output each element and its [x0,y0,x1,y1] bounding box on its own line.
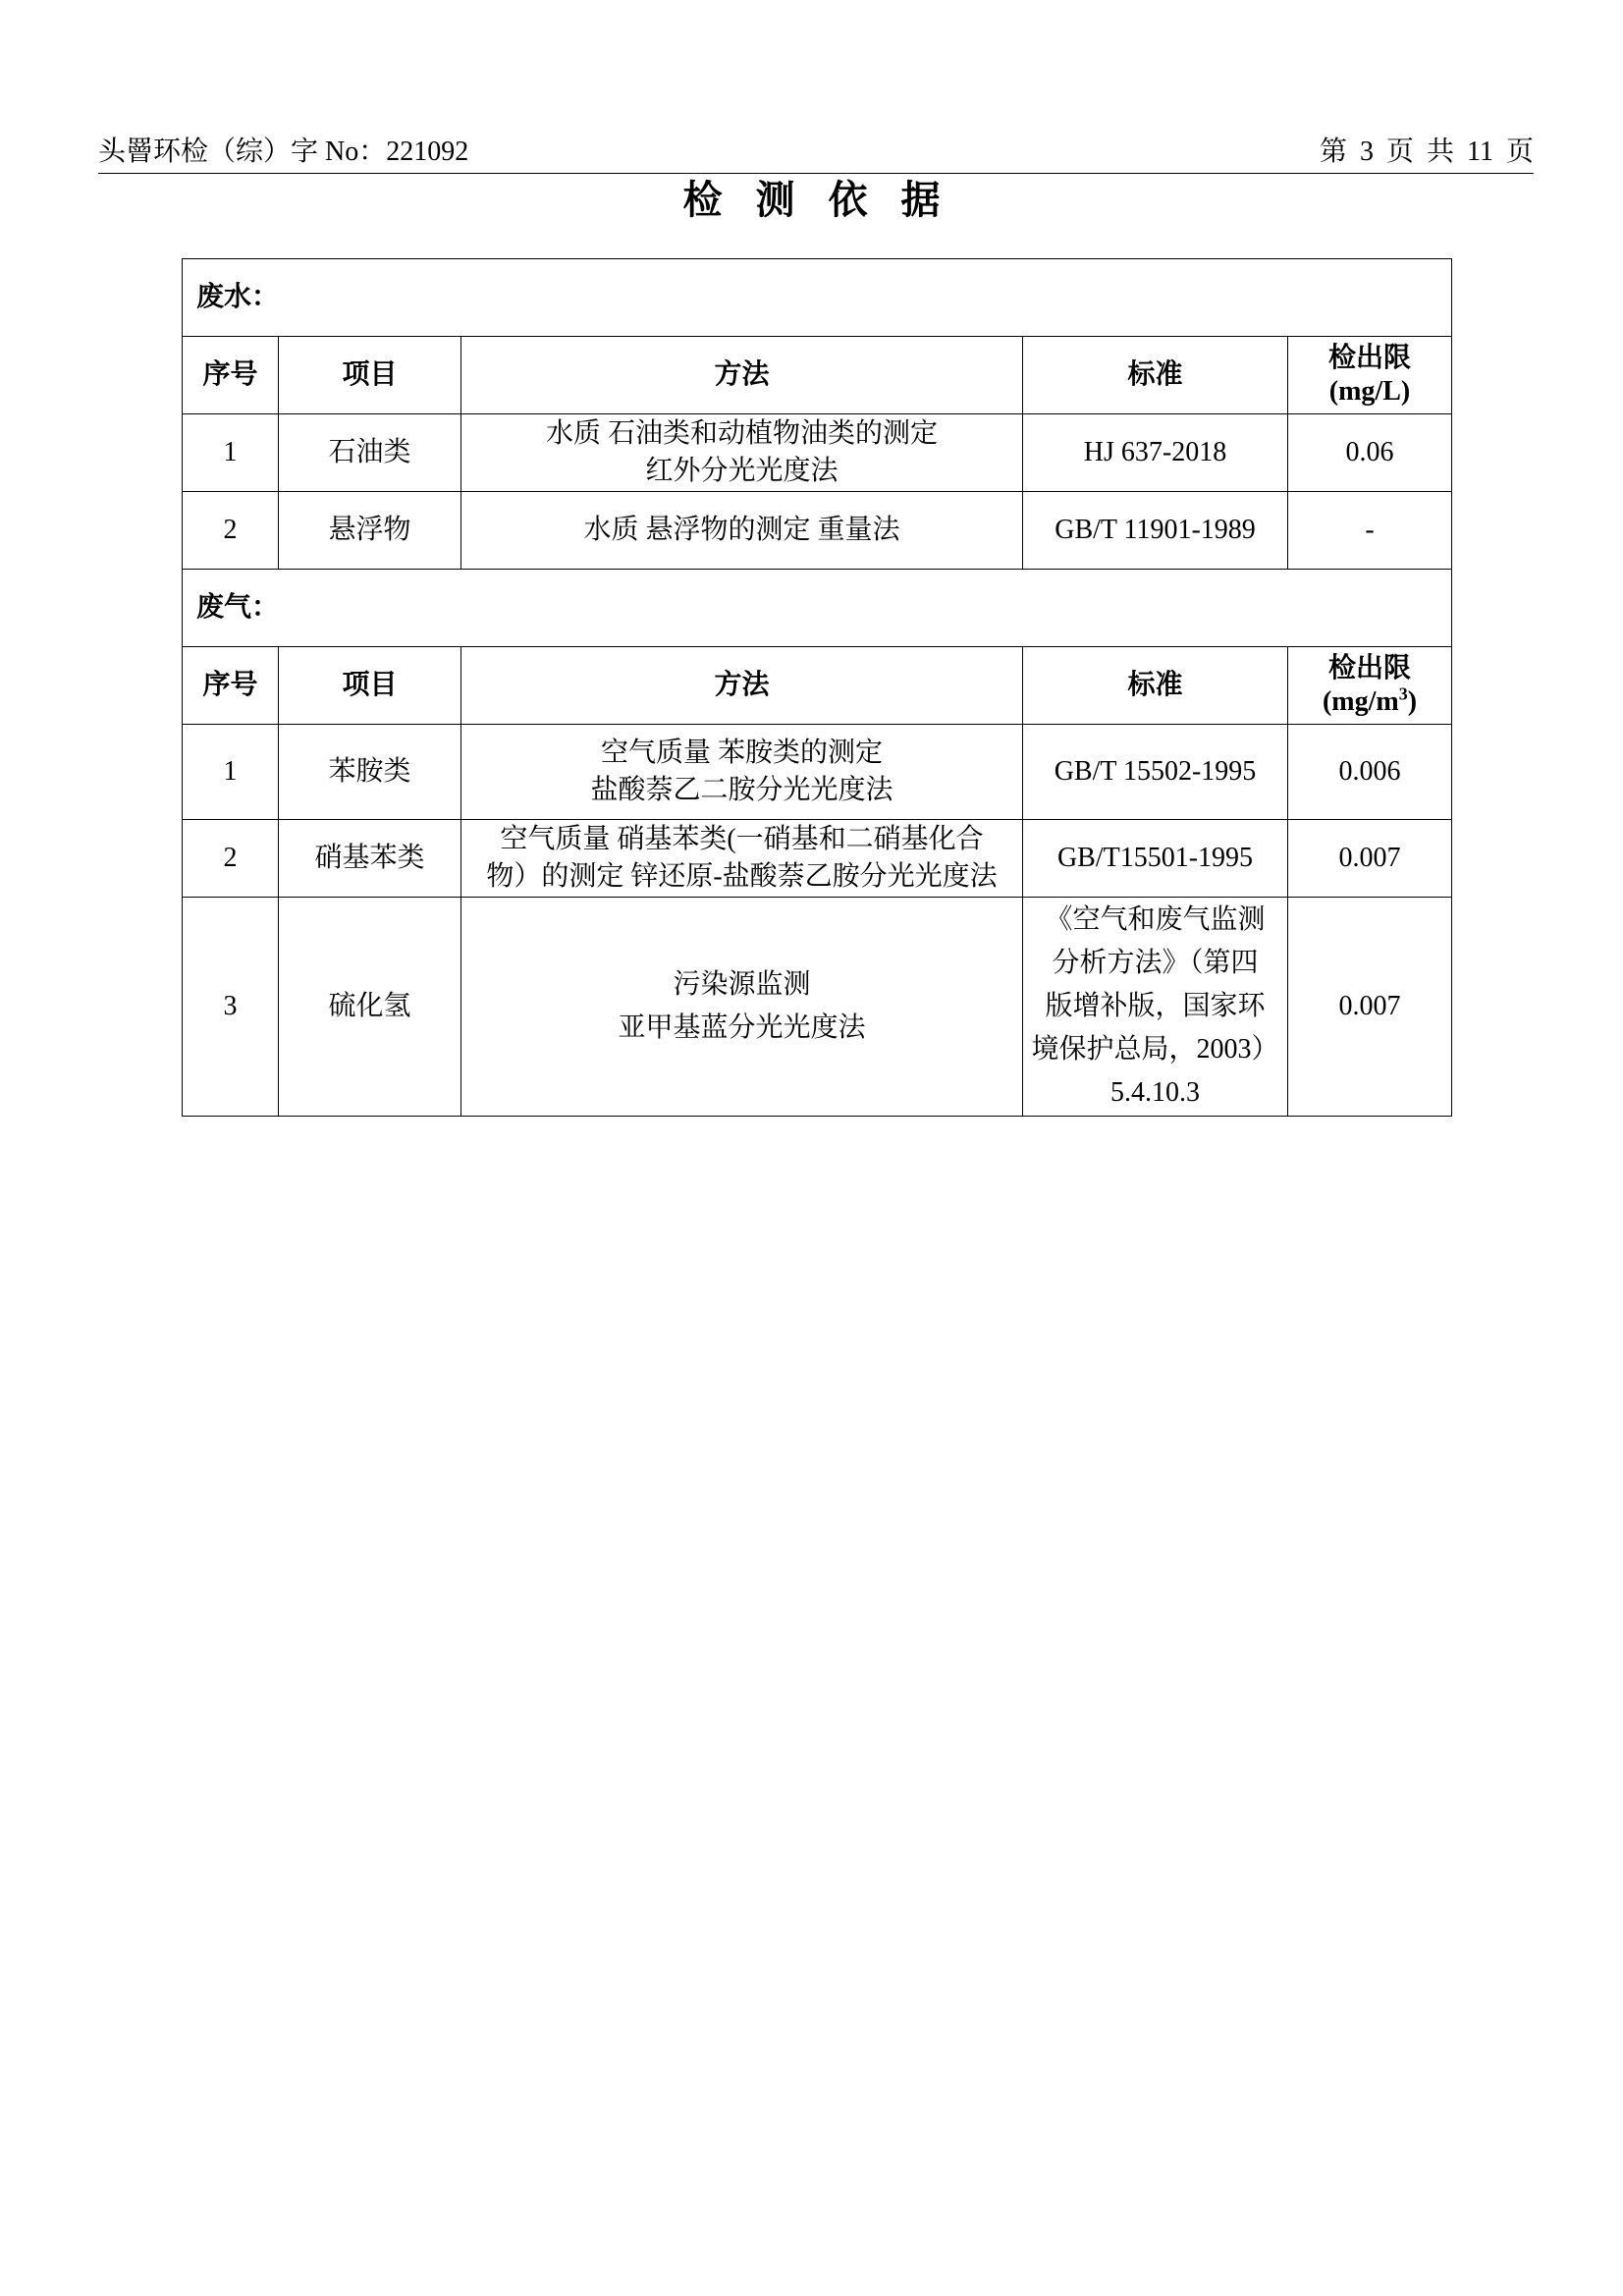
row-limit: 0.006 [1288,725,1452,820]
limit-unit-suffix: ) [1407,686,1418,717]
column-header-standard: 标准 [1023,337,1288,414]
row-item: 石油类 [279,414,461,492]
row-limit: - [1288,492,1452,570]
column-header-method: 方法 [461,647,1023,725]
table-row [183,492,1452,570]
column-header-limit [1288,337,1452,414]
row-method: 水质 石油类和动植物油类的测定 红外分光光度法 [461,414,1023,492]
table-header-row [183,337,1452,414]
row-limit: 0.007 [1288,898,1452,1117]
section-row-wastewater [183,259,1452,337]
limit-unit: (mg/L) [1328,376,1411,407]
report-number: 头罾环检（综）字 No：221092 [98,137,469,167]
section-label: 废水： [183,259,1452,337]
row-method: 空气质量 硝基苯类(一硝基和二硝基化合 物）的测定 锌还原-盐酸萘乙胺分光光度法 [461,820,1023,898]
page-number: 第 3 页 共 11 页 [1320,137,1534,167]
row-standard: GB/T 15502-1995 [1023,725,1288,820]
section-row-waste-gas [183,570,1452,647]
row-standard: HJ 637-2018 [1023,414,1288,492]
row-item: 硫化氢 [279,898,461,1117]
limit-unit [1294,685,1445,719]
table-row [183,898,1452,1117]
column-header-method: 方法 [461,337,1023,414]
column-header-standard: 标准 [1023,647,1288,725]
row-index: 3 [183,898,279,1117]
page-header [98,136,1534,174]
row-item: 悬浮物 [279,492,461,570]
row-method: 污染源监测 亚甲基蓝分光光度法 [461,898,1023,1117]
column-header-limit [1288,647,1452,725]
row-standard: GB/T15501-1995 [1023,820,1288,898]
column-header-item: 项目 [279,337,461,414]
row-standard: GB/T 11901-1989 [1023,492,1288,570]
limit-label: 检出限 [1328,653,1412,683]
row-limit: 0.06 [1288,414,1452,492]
limit-unit-prefix: (mg/m [1322,686,1399,717]
limit-label: 检出限 [1328,343,1412,373]
row-method: 空气质量 苯胺类的测定 盐酸萘乙二胺分光光度法 [461,725,1023,820]
row-index: 2 [183,492,279,570]
column-header-item: 项目 [279,647,461,725]
section-label: 废气： [183,570,1452,647]
column-header-index: 序号 [183,647,279,725]
row-limit: 0.007 [1288,820,1452,898]
row-standard: 《空气和废气监测 分析方法》（第四 版增补版，国家环 境保护总局，2003） 5.4.10.3 [1023,898,1288,1117]
row-index: 1 [183,725,279,820]
table-row [183,414,1452,492]
column-header-index: 序号 [183,337,279,414]
page-title: 检测依据 [682,178,974,222]
testing-basis-table [182,258,1452,1117]
row-index: 2 [183,820,279,898]
table-row [183,725,1452,820]
row-method: 水质 悬浮物的测定 重量法 [461,492,1023,570]
limit-unit-superscript: 3 [1398,683,1408,704]
table-header-row [183,647,1452,725]
row-item: 苯胺类 [279,725,461,820]
row-item: 硝基苯类 [279,820,461,898]
table-row [183,820,1452,898]
row-index: 1 [183,414,279,492]
